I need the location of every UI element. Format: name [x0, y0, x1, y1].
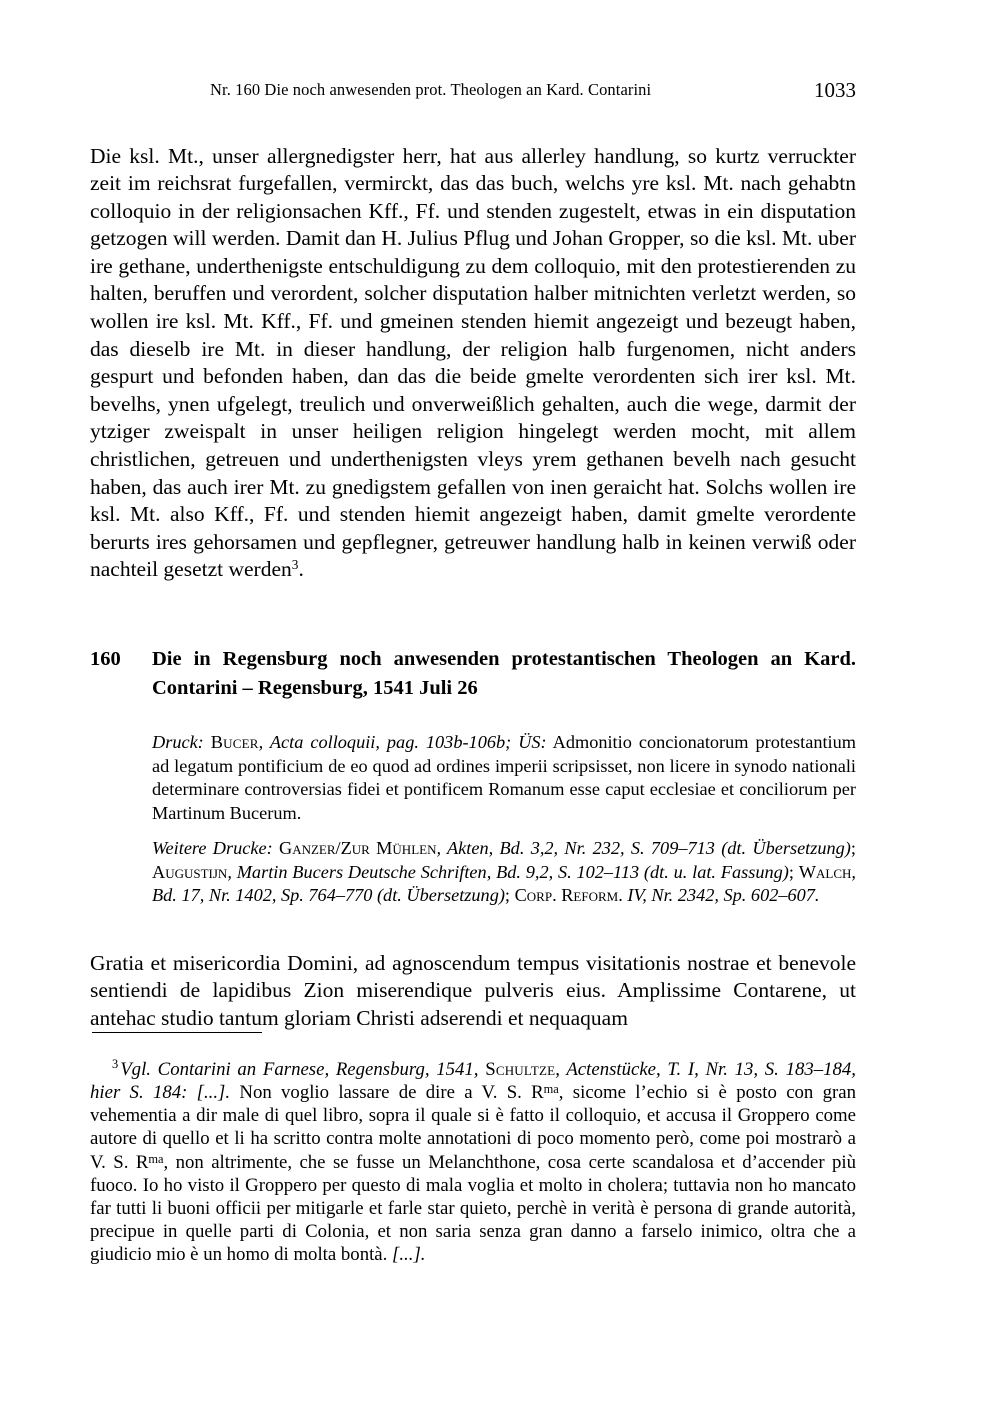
weitere-author-augustijn: Augustijn [152, 861, 228, 882]
footnote-separator-rule [92, 1032, 262, 1033]
document-title: Die in Regensburg noch anwesenden protestantischen Theologen an Kard. Contarini – Regensburg, 1541 Juli 26 [152, 648, 856, 699]
druck-author: Bucer [210, 732, 259, 753]
weitere-drucke-label: Weitere Drucke: [152, 838, 273, 859]
weitere-separator: / [335, 838, 341, 859]
weitere-reference-walch: , Bd. 17, Nr. 1402, Sp. 764–770 (dt. Übersetzung) [152, 861, 856, 906]
running-head-title: Nr. 160 Die noch anwesenden prot. Theologen an Kard. Contarini [210, 80, 652, 99]
footnote-italic-head-2: , Actenstücke, T. I, Nr. 13, S. 183–184, hier S. 184: [...]. [90, 1058, 857, 1103]
weitere-author-ganzer: Ganzer [279, 838, 336, 859]
weitere-author-zur-muehlen: Zur Mühlen [340, 838, 437, 859]
footnote-marker: 3 [112, 1056, 119, 1071]
document-number: 160 [90, 648, 121, 670]
druck-label: Druck: [152, 732, 204, 753]
body-paragraph-text: Die ksl. Mt., unser allergnedigster herr, hat aus allerley handlung, so kurtz verruckter zeit im reichsrat furgefallen, vermirckt, das das buch, welchs yre ksl. Mt. nach gehabtn colloquio in der religionsachen Kff., Ff. und stenden zugestelt, etwas in ein disputation getzogen will werden. Damit dan H. Julius Pflug und Johan Gropper, so die ksl. Mt. uber ire gethane, underthenigste entschuldigung zu dem colloquio, mit den protestierenden zu halten, beruffen und verordent, solcher disputation halber mitnichten verletzt werden, so wollen ire ksl. Mt. Kff., Ff. und gmeinen stenden hiemit angezeigt und bezeugt haben, das dieselb ire Mt. in dieser handlung, der religion halb furgenomen, nicht anders gespurt und befonden haben, dan das die beide gmelte verordenten sich irer ksl. Mt. bevelhs, ynen ufgelegt, treulich und onverweißlich gehalten, auch die wege, darmit der ytziger zweispalt in unser heiligen religion hingelegt werden mocht, mit allem christlichen, getreuen und underthenigsten vleys yrem gethanen bevelh nach gesucht haben, das auch irer Mt. zu gnedigstem gefallen von inen geraicht hat. Solchs wollen ire ksl. Mt. also Kff., Ff. und stenden hiemit angezeigt haben, damit gmelte verordente berurts ires gehorsamen und gepflegner, getreuwer handlung halb in keinen verwiß oder nachteil gesetzt werden [90, 143, 856, 582]
running-head [90, 78, 856, 104]
weitere-author-corp-reform: Corp. Reform. [514, 885, 623, 906]
weitere-semicolon-3: ; [504, 885, 511, 906]
weitere-semicolon-2: ; [788, 861, 794, 882]
weitere-reference-ganzer: , Akten, Bd. 3,2, Nr. 232, S. 709–713 (dt. Übersetzung) [436, 838, 851, 859]
weitere-semicolon-1: ; [850, 838, 856, 859]
document-heading [90, 645, 856, 703]
footnote-reference-3[interactable]: 3 [291, 557, 299, 573]
weitere-reference-corp-reform: IV, Nr. 2342, Sp. 602–607. [622, 885, 820, 906]
page-number: 1033 [814, 78, 856, 102]
body-paragraph-text-tail: . [298, 557, 304, 582]
footnote-author-schultze: Schultze [485, 1058, 556, 1080]
footnote-superscript-1: ma [543, 1081, 559, 1096]
footnote-ellipsis: [...]. [392, 1244, 426, 1266]
druck-summary: Admonitio concionatorum protestantium ad legatum pontificium de eo quod ad ordines imperii scripsisset, non licere in synodo nationali determinare controversias fidei et pontificem Romanum esse caput ecclesiae et conciliorum per Martinum Bucerum. [152, 732, 857, 823]
us-label: ÜS: [518, 732, 547, 753]
footnote-italic-head-1: Vgl. Contarini an Farnese, Regensburg, 1541, [120, 1058, 479, 1080]
source-note-weitere-drucke [152, 837, 856, 907]
footnote-text-2: , sicome l’echio si è posto con gran vehementia a dir male di quel libro, sopra il quale si è fatto il colloquio, et accusa il Groppero come autore di quello et li ha scritto contra molte annotationi di poco momento però, come poi mostrarò a V. S. R [90, 1082, 856, 1173]
weitere-author-walch: Walch [798, 861, 852, 882]
latin-paragraph: Gratia et misericordia Domini, ad agnoscendum tempus visitationis nostrae et benevole sentiendi de lapidibus Zion miserendique pulveris eius. Amplissime Contarene, ut antehac studio tantum gloriam Christi adserendi et nequaquam [90, 950, 856, 1030]
footnote-text-3: , non altrimente, che se fusse un Melanchthone, cosa certe scandalosa et d’accender più fuoco. Io ho visto il Groppero per questo di mala voglia et molto in cholera; tuttavia non ho mancato far tutti li buoni officii per mitigarle et farle star quieto, perchè in verità è persona di grande autorità, precipue in quelle parti di Colonia, et non saria senza gran danno a farselo inimico, oltra che a giudicio mio è un homo di molta bontà. [90, 1151, 856, 1266]
source-note-druck [152, 731, 856, 825]
weitere-reference-augustijn: , Martin Bucers Deutsche Schriften, Bd. 9,2, S. 102–113 (dt. u. lat. Fassung) [227, 861, 789, 882]
body-paragraph [90, 143, 856, 585]
footnote-superscript-2: ma [148, 1151, 164, 1166]
footnote-3 [90, 1058, 856, 1267]
druck-work: , Acta colloquii, pag. 103b-106b; [258, 732, 512, 753]
footnote-text-1: Non voglio lassare de dire a V. S. R [239, 1082, 544, 1103]
